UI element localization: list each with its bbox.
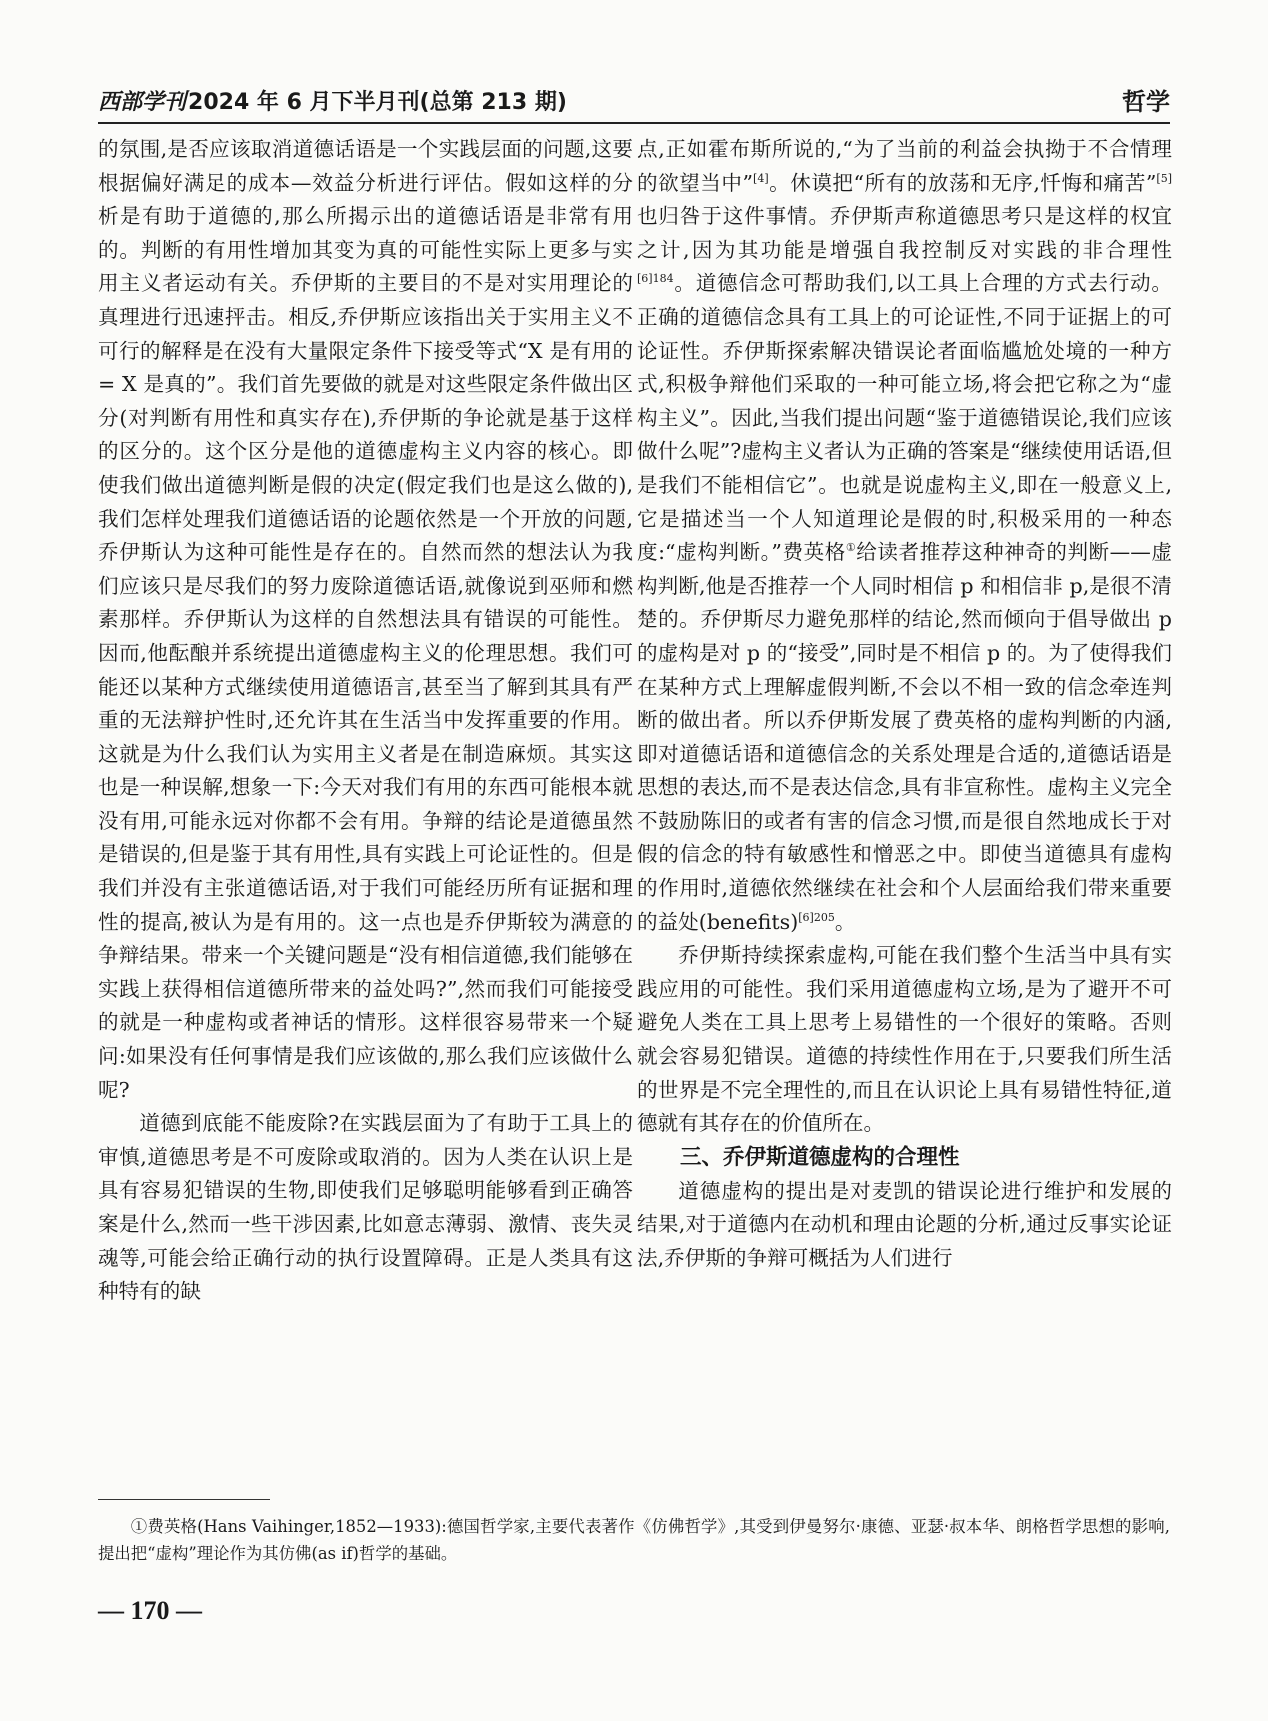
text-run: 。	[834, 909, 856, 934]
text-run: 点,正如霍布斯所说的,“为了当前的利益会执拗于不合情理的欲望当中”	[637, 137, 1172, 195]
journal-logo: 西部学刊	[98, 89, 187, 115]
citation-ref: [4]	[753, 171, 769, 185]
citation-ref: [5]	[1156, 171, 1173, 185]
section-label: 哲学	[1122, 88, 1170, 116]
text-run: 给读者推荐这种神奇的判断——虚构判断,他是否推荐一个人同时相信 p 和相信非 p,是很不清楚的。乔伊斯尽力避免那样的结论,然而倾向于倡导做出 p 的虚构是对 p 的“接受”,同时是不相信 p 的。为了使得我们在某种方式上理解虚假判断,不会以不相一致的信念牵连判断的做出者。所以乔伊斯发展了费英格的虚构判断的内涵,即对道德话语和道德信念的关系处理是合适的,道德话语是思想的表达,而不是表达信念,具有非宣称性。虚构主义完全不鼓励陈旧的或者有害的信念习惯,而是很自然地成长于对假的信念的特有敏感性和憎恶之中。即使当道德具有虚构的作用时,道德依然继续在社会和个人层面给我们带来重要的益处(benefits)	[637, 540, 1172, 934]
footnote-marker: ①	[845, 541, 857, 555]
footnote-rule	[98, 1499, 270, 1500]
journal-info	[98, 84, 567, 121]
text-run: 。休谟把“所有的放荡和无序,忏悔和痛苦”	[768, 170, 1157, 195]
header-rule	[98, 122, 1170, 124]
running-header	[98, 84, 1170, 120]
body-paragraph: 道德虚构的提出是对麦凯的错误论进行维护和发展的结果,对于道德内在动机和理由论题的分析,通过反事实论证法,乔伊斯的争辩可概括为人们进行	[637, 1178, 1172, 1270]
footnote: ①费英格(Hans Vaihinger,1852—1933):德国哲学家,主要代表著作《仿佛哲学》,其受到伊曼努尔·康德、亚瑟·叔本华、朗格哲学思想的影响,提出把“虚构”理论作为其仿佛(as if)哲学的基础。	[98, 1517, 1170, 1563]
body-paragraph	[637, 133, 1172, 939]
issue-info: 2024 年 6 月下半月刊(总第 213 期)	[188, 90, 567, 115]
body-paragraph: 的氛围,是否应该取消道德话语是一个实践层面的问题,这要根据偏好满足的成本—效益分析进行评估。假如这样的分析是有助于道德的,那么所揭示出的道德话语是非常有用的。判断的有用性增加其变为真的可能性实际上更多与实用主义者运动有关。乔伊斯的主要目的不是对实用理论的真理进行迅速抨击。相反,乔伊斯应该指出关于实用主义不可行的解释是在没有大量限定条件下接受等式“X 是有用的 = X 是真的”。我们首先要做的就是对这些限定条件做出区分(对判断有用性和真实存在),乔伊斯的争论就是基于这样的区分的。这个区分是他的道德虚构主义内容的核心。即使我们做出道德判断是假的决定(假定我们也是这么做的),我们怎样处理我们道德话语的论题依然是一个开放的问题,乔伊斯认为这种可能性是存在的。自然而然的想法认为我们应该只是尽我们的努力废除道德话语,就像说到巫师和燃素那样。乔伊斯认为这样的自然想法具有错误的可能性。因而,他酝酿并系统提出道德虚构主义的伦理思想。我们可能还以某种方式继续使用道德语言,甚至当了解到其具有严重的无法辩护性时,还允许其在生活当中发挥重要的作用。这就是为什么我们认为实用主义者是在制造麻烦。其实这也是一种误解,想象一下:今天对我们有用的东西可能根本就没有用,可能永远对你都不会有用。争辩的结论是道德虽然是错误的,但是鉴于其有用性,具有实践上可论证性的。但是我们并没有主张道德话语,对于我们可能经历所有证据和理性的提高,被认为是有用的。这一点也是乔伊斯较为满意的争辩结果。带来一个关键问题是“没有相信道德,我们能够在实践上获得相信道德所带来的益处吗?”,然而我们可能接受的就是一种虚构或者神话的情形。这样很容易带来一个疑问:如果没有任何事情是我们应该做的,那么我们应该做什么呢?	[98, 137, 633, 1102]
left-column	[98, 133, 633, 1309]
page-number: — 170 —	[98, 1596, 202, 1625]
text-run: 也归咎于这件事情。乔伊斯声称道德思考只是这样的权宜之计,因为其功能是增强自我控制反对实践的非合理性	[637, 204, 1172, 262]
citation-ref: [6]184	[637, 272, 674, 286]
body-paragraph: 乔伊斯持续探索虚构,可能在我们整个生活当中具有实践应用的可能性。我们采用道德虚构立场,是为了避开不可避免人类在工具上思考上易错性的一个很好的策略。否则就会容易犯错误。道德的持续性作用在于,只要我们所生活的世界是不完全理性的,而且在认识论上具有易错性特征,道德就有其存在的价值所在。	[637, 943, 1172, 1136]
section-heading: 三、乔伊斯道德虚构的合理性	[680, 1144, 960, 1170]
text-run: 。道德信念可帮助我们,以工具上合理的方式去行动。正确的道德信念具有工具上的可论证性,不同于证据上的可论证性。乔伊斯探索解决错误论者面临尴尬处境的一种方式,积极争辩他们采取的一种可能立场,将会把它称之为“虚构主义”。因此,当我们提出问题“鉴于道德错误论,我们应该做什么呢”?虚构主义者认为正确的答案是“继续使用话语,但是我们不能相信它”。也就是说虚构主义,即在一般意义上,它是描述当一个人知道理论是假的时,积极采用的一种态度:“虚构判断。”费英格	[637, 271, 1172, 565]
right-column	[637, 133, 1172, 1276]
body-paragraph: 道德到底能不能废除?在实践层面为了有助于工具上的审慎,道德思考是不可废除或取消的。因为人类在认识上是具有容易犯错误的生物,即使我们足够聪明能够看到正确答案是什么,然而一些干涉因素,比如意志薄弱、激情、丧失灵魂等,可能会给正确行动的执行设置障碍。正是人类具有这种特有的缺	[98, 1111, 633, 1304]
citation-ref: [6]205	[798, 910, 835, 924]
